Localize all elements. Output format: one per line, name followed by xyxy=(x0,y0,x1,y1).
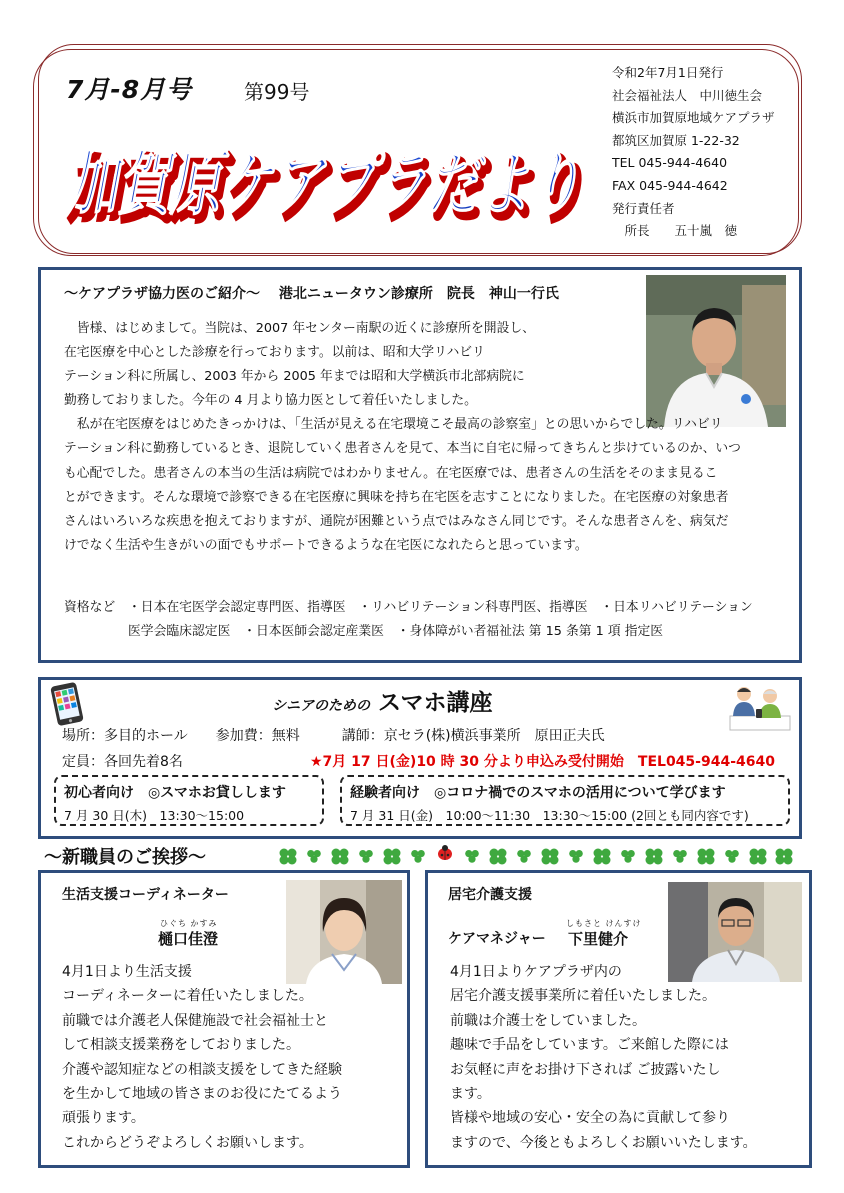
doctor-line: 私が在宅医療をはじめたきっかけは、「生活が見える在宅環境こそ最高の診察室」との思いからでした。リハビリ xyxy=(64,417,723,433)
qualification-line: 医学会臨床認定医 ・日本医師会認定産業医 ・身体障がい者福祉法 第 15 条第 1 項 指定医 xyxy=(64,624,664,639)
publisher-info xyxy=(612,62,812,243)
staff-left-message xyxy=(62,960,342,1155)
doctor-line: けでなく生活や生きがいの面でもサポートできるような在宅医になれたらと思っています。 xyxy=(64,537,588,553)
issue-number: 第99号 xyxy=(244,80,310,104)
staff-right-name: 下里健介 xyxy=(568,930,629,948)
qualification-line: 資格など ・日本在宅医学会認定専門医、指導医 ・リハビリテーション科専門医、指導医 ・日本リハビリテーション xyxy=(64,600,753,615)
staff-left-line: を生かして地域の皆さまのお役にたてるよう xyxy=(62,1086,342,1103)
issue-month: 7月-8月号 xyxy=(66,75,193,104)
smartphone-icon xyxy=(46,681,88,727)
experienced-date: 7 月 31 日(金) 10:00～11:30 13:30～15:00 (2回とも同内容です) xyxy=(350,808,749,823)
phone: TEL 045-944-4640 xyxy=(612,155,728,171)
svg-text:加賀原ケアプラだより: 加賀原ケアプラだより xyxy=(65,143,582,225)
publisher-responsible-label: 発行責任者 xyxy=(612,200,675,216)
application-announcement: ★7月 17 日(金)10 時 30 分より申込み受付開始 TEL045-944-4640 xyxy=(310,754,775,770)
fax: FAX 045-944-4642 xyxy=(612,177,728,193)
smartphone-course-title xyxy=(272,684,493,717)
doctor-line: さんはいろいろな疾患を抱えておりますが、通院が困難という点ではみなさん同じです。そんな患者さんを、病気だ xyxy=(64,513,729,529)
facility-name: 横浜市加賀原地域ケアプラザ xyxy=(612,110,775,126)
staff-left-role: 生活支援コーディネーター xyxy=(62,887,229,903)
experienced-title: 経験者向け ◎コロナ禍でのスマホの活用について学びます xyxy=(350,785,726,801)
doctor-line: 勤務しておりました。今年の 4 月より協力医として着任いたしました。 xyxy=(64,393,477,409)
doctor-qualifications xyxy=(64,596,753,644)
staff-right-line: 前職は介護士をしていました。 xyxy=(450,1012,646,1029)
staff-right-message xyxy=(450,960,757,1155)
masthead-title xyxy=(64,104,594,236)
staff-left-line: これからどうぞよろしくお願いします。 xyxy=(62,1134,313,1151)
staff-left-line: 介護や認知症などの相談支援をしてきた経験 xyxy=(62,1061,342,1078)
course-title-prefix: シニアのための xyxy=(272,698,370,714)
doctor-line: テーション科に所属し、2003 年から 2005 年までは昭和大学横浜市北部病院に xyxy=(64,369,525,385)
doctor-line: テーション科に勤務しているとき、退院していく患者さんを見て、本当に自宅に帰ってきちんと歩けているのか、いつ xyxy=(64,441,741,457)
staff-right-line: お気軽に声をお掛け下されば ご披露いたし xyxy=(450,1061,721,1078)
corporation: 社会福祉法人 中川徳生会 xyxy=(612,87,763,103)
doctor-heading: ～ケアプラザ協力医のご紹介～ 港北ニュータウン診療所 院長 神山一行氏 xyxy=(64,286,559,302)
new-staff-heading: ～新職員のご挨拶～ xyxy=(44,847,206,868)
beginner-title: 初心者向け ◎スマホお貸しします xyxy=(64,785,286,801)
course-capacity: 定員：各回先着8名 xyxy=(62,754,183,770)
seniors-using-phone-illustration xyxy=(724,682,794,734)
staff-left-name-reading: ひぐち かすみ xyxy=(160,919,218,928)
staff-left-line: コーディネーターに着任いたしました。 xyxy=(62,988,313,1005)
staff-right-role: 居宅介護支援 xyxy=(448,887,532,903)
address: 都筑区加賀原 1-22-32 xyxy=(612,132,740,148)
staff-right-line: 皆様や地域の安心・安全の為に貢献して参り xyxy=(450,1110,730,1127)
course-title: スマホ講座 xyxy=(378,690,493,716)
staff-right-title: ケアマネジャー xyxy=(448,931,546,947)
doctor-line: 在宅医療を中心とした診療を行っております。以前は、昭和大学リハビリ xyxy=(64,345,485,361)
publish-date: 令和2年7月1日発行 xyxy=(612,65,724,80)
doctor-line: 皆様、はじめまして。当院は、2007 年センター南駅の近くに診療所を開設し、 xyxy=(64,321,535,336)
doctor-paragraph xyxy=(64,317,741,558)
staff-left-line: 頑張ります。 xyxy=(62,1110,145,1127)
staff-left-line: 前職では介護老人保健施設で社会福祉士と xyxy=(62,1012,328,1029)
staff-right-line: ます。 xyxy=(450,1086,491,1103)
clover-decoration xyxy=(278,843,798,869)
staff-right-name-reading: しもさと けんすけ xyxy=(566,919,642,928)
staff-left-line: して相談支援業務をしておりました。 xyxy=(62,1037,300,1054)
svg-text:加賀原ケアプラだより: 加賀原ケアプラだより xyxy=(69,149,586,231)
beginner-date: 7 月 30 日(木) 13:30～15:00 xyxy=(64,808,245,823)
course-venue-fee-instructor: 場所：多目的ホール 参加費：無料 講師：京セラ(株)横浜事業所 原田正夫氏 xyxy=(62,728,605,744)
staff-right-line: ますので、今後ともよろしくお願いいたします。 xyxy=(450,1134,757,1151)
staff-right-line: 趣味で手品をしています。ご来館した際には xyxy=(450,1037,729,1054)
doctor-line: も心配でした。患者さんの本当の生活は病院ではわかりません。在宅医療では、患者さんの生活をそのまま見るこ xyxy=(64,465,718,481)
staff-right-line: 居宅介護支援事業所に着任いたしました。 xyxy=(450,988,716,1005)
director-name: 所長 五十嵐 徳 xyxy=(612,223,738,239)
staff-left-name: 樋口佳澄 xyxy=(158,930,219,948)
staff-right-line: 4月1日よりケアプラザ内の xyxy=(450,964,622,980)
doctor-line: とができます。そんな環境で診察できる在宅医療に興味を持ち在宅医を志すことになりました。在宅医療の対象患者 xyxy=(64,489,729,505)
staff-left-line: 4月1日より生活支援 xyxy=(62,964,192,980)
